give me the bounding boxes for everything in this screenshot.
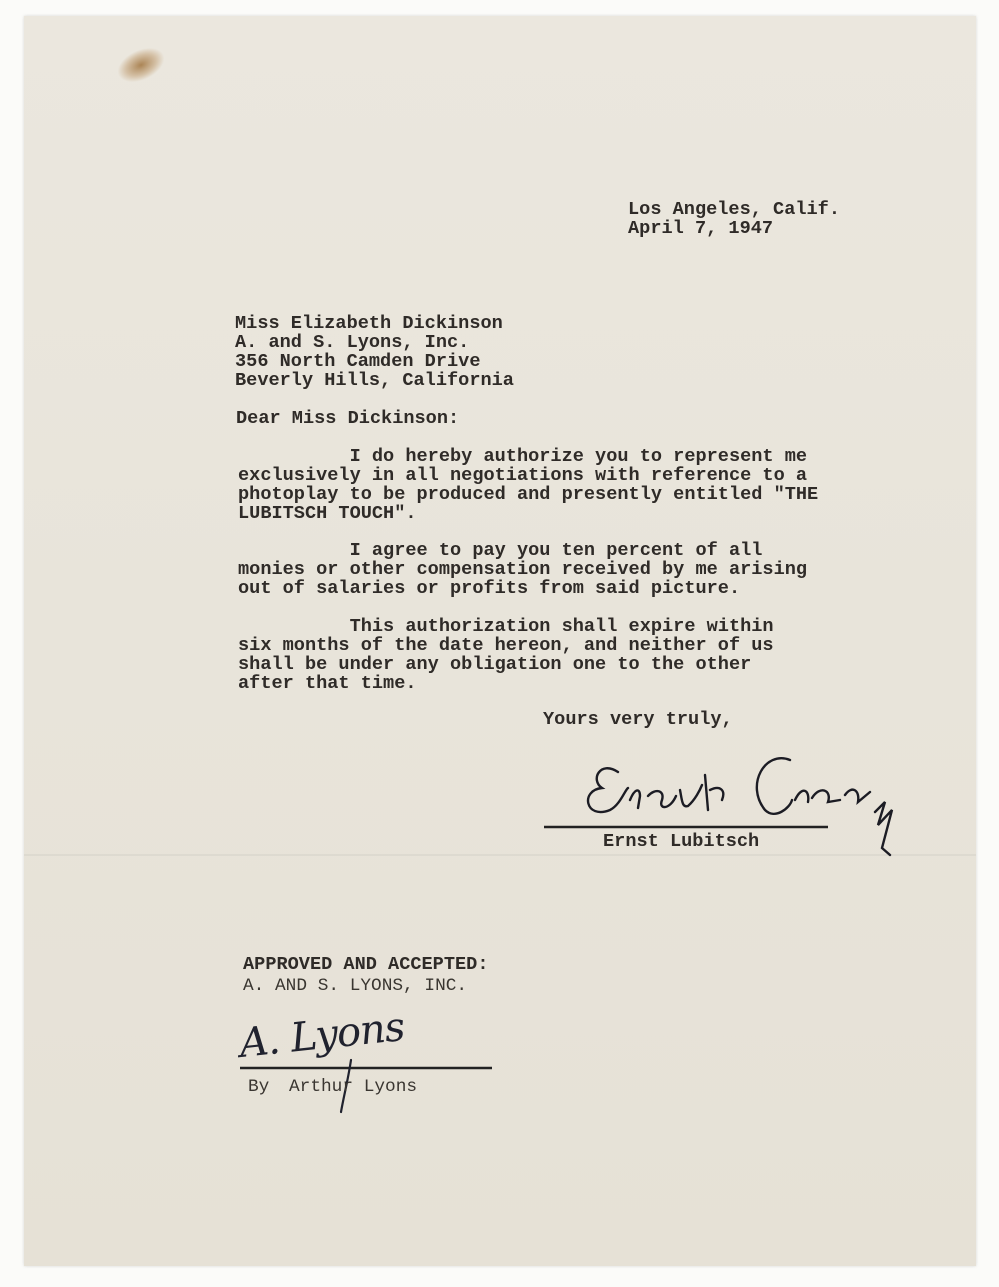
salutation: Dear Miss Dickinson:: [236, 408, 460, 429]
lyons-signature: A. Lyons: [237, 1003, 407, 1067]
approval-heading: APPROVED AND ACCEPTED:: [243, 954, 489, 975]
by-label: By: [248, 1077, 270, 1097]
letter-date: April 7, 1947: [628, 218, 774, 239]
address-line: Beverly Hills, California: [235, 370, 514, 391]
body-line: shall be under any obligation one to the other: [238, 654, 752, 675]
body-line: I agree to pay you ten percent of all: [238, 540, 763, 561]
address-line: 356 North Camden Drive: [235, 351, 481, 372]
body-line: exclusively in all negotiations with reference to a: [238, 465, 808, 486]
approval-company: A. AND S. LYONS, INC.: [243, 976, 468, 996]
letter-place: Los Angeles, Calif.: [628, 199, 841, 220]
signer-name: Ernst Lubitsch: [603, 831, 760, 852]
address-line: A. and S. Lyons, Inc.: [235, 332, 470, 353]
body-line: after that time.: [238, 673, 417, 694]
body-line: LUBITSCH TOUCH".: [238, 503, 417, 524]
address-line: Miss Elizabeth Dickinson: [235, 313, 503, 334]
body-line: out of salaries or profits from said picture.: [238, 578, 741, 599]
body-line: I do hereby authorize you to represent me: [238, 446, 808, 467]
body-line: six months of the date hereon, and neither of us: [238, 635, 774, 656]
closing: Yours very truly,: [543, 709, 733, 730]
stain: [112, 41, 170, 89]
body-line: photoplay to be produced and presently entitled "THE: [238, 484, 819, 505]
body-line: This authorization shall expire within: [238, 616, 774, 637]
by-name: Arthur Lyons: [289, 1077, 418, 1097]
body-line: monies or other compensation received by me arising: [238, 559, 808, 580]
